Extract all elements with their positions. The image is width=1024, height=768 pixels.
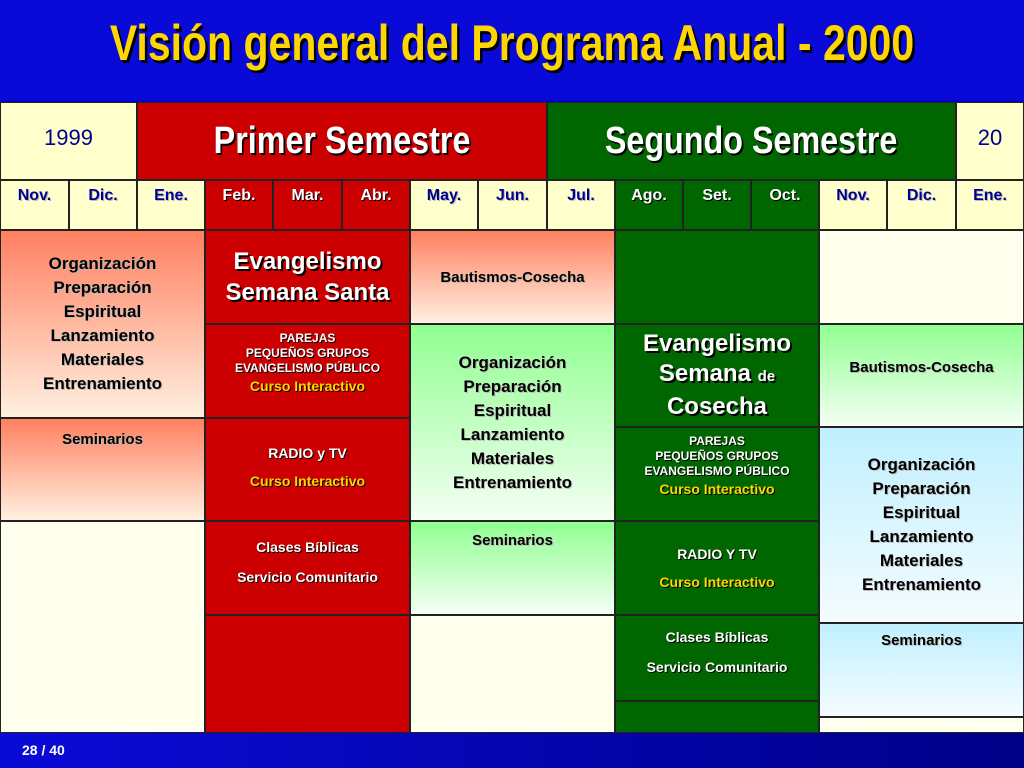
month-cell: Nov. [0, 180, 69, 230]
evangelism-harvest-week-block [615, 324, 819, 427]
empty-block-5 [819, 230, 1024, 324]
primer-semestre-header [137, 102, 547, 180]
month-cell: Feb. [205, 180, 273, 230]
servicio-label: Servicio Comunitario [237, 569, 378, 585]
seminars-label: Seminarios [881, 632, 962, 649]
prep-line: Lanzamiento [869, 527, 974, 546]
prep-line: Materiales [879, 551, 964, 570]
preparation-block-1 [0, 230, 205, 418]
preparation-block-2 [410, 324, 615, 521]
radio-label: RADIO Y TV [677, 546, 757, 562]
footer-bar [0, 733, 1024, 768]
prep-line: Espiritual [473, 400, 552, 420]
evangelism-line: Semana Santa [225, 279, 390, 306]
evangelism-line: Semana [658, 360, 751, 387]
segundo-semestre-header [547, 102, 956, 180]
prep-line: Entrenamiento [42, 374, 163, 393]
prep-line: Preparación [463, 376, 562, 396]
clases-label: Clases Bíblicas [256, 539, 359, 555]
parejas-line: PEQUEÑOS GRUPOS [245, 346, 370, 360]
harvest-label: Bautismos-Cosecha [849, 359, 994, 376]
seminars-block-2 [410, 521, 615, 615]
parejas-block-1 [205, 324, 410, 418]
year-1999-label: 1999 [44, 125, 93, 150]
prep-line: Espiritual [63, 302, 142, 321]
month-cell: Ago. [615, 180, 683, 230]
curso-interactivo: Curso Interactivo [249, 473, 366, 489]
evangelism-line: Evangelismo [642, 330, 792, 357]
empty-block-3 [410, 615, 615, 733]
page-title: Visión general del Programa Anual - 2000 [109, 15, 915, 71]
prep-line: Lanzamiento [460, 424, 565, 444]
prep-line: Preparación [53, 278, 152, 297]
primer-semestre-label: Primer Semestre [213, 119, 471, 162]
month-cell: May. [410, 180, 478, 230]
harvest-block-2 [819, 324, 1024, 427]
year-1999-cell [0, 102, 137, 180]
month-cell: Ene. [137, 180, 205, 230]
year-next-label: 20 [977, 125, 1003, 150]
evangelism-holy-week-block [205, 230, 410, 324]
prep-line: Organización [458, 352, 567, 372]
parejas-line: EVANGELISMO PÚBLICO [234, 361, 381, 375]
evangelism-line: Evangelismo [233, 248, 382, 275]
month-cell: Abr. [342, 180, 410, 230]
evangelism-line: Cosecha [666, 393, 768, 420]
page-number: 28 / 40 [22, 742, 65, 758]
month-cell: Jun. [478, 180, 547, 230]
month-cell: Oct. [751, 180, 819, 230]
harvest-block-1 [410, 230, 615, 324]
parejas-line: PAREJAS [689, 434, 745, 448]
clases-block-2 [615, 615, 819, 701]
harvest-label: Bautismos-Cosecha [440, 269, 585, 286]
month-cell: Nov. [819, 180, 887, 230]
empty-block-5-bottom [819, 717, 1024, 733]
seminars-block-1 [0, 418, 205, 521]
empty-block-1 [0, 521, 205, 733]
year-next-cell [956, 102, 1024, 180]
radio-tv-block-2 [615, 521, 819, 615]
curso-interactivo: Curso Interactivo [249, 378, 366, 394]
prep-line: Espiritual [882, 503, 961, 522]
empty-red-block [205, 615, 410, 733]
month-cell: Dic. [887, 180, 956, 230]
radio-tv-block-1 [205, 418, 410, 521]
prep-line: Lanzamiento [50, 326, 155, 345]
preparation-block-3 [819, 427, 1024, 623]
parejas-line: EVANGELISMO PÚBLICO [644, 464, 790, 478]
prep-line: Organización [48, 254, 157, 273]
curso-interactivo: Curso Interactivo [659, 481, 775, 497]
clases-label: Clases Bíblicas [665, 629, 769, 645]
parejas-line: PEQUEÑOS GRUPOS [655, 449, 779, 463]
radio-label: RADIO y TV [268, 445, 347, 461]
month-cell: Jul. [547, 180, 615, 230]
segundo-semestre-label: Segundo Semestre [605, 119, 898, 162]
empty-green-bottom [615, 701, 819, 733]
month-cell: Dic. [69, 180, 137, 230]
curso-interactivo: Curso Interactivo [659, 574, 775, 590]
prep-line: Materiales [470, 448, 555, 468]
month-cell: Mar. [273, 180, 342, 230]
seminars-block-3 [819, 623, 1024, 717]
clases-block-1 [205, 521, 410, 615]
prep-line: Preparación [872, 479, 971, 498]
prep-line: Organización [867, 455, 976, 474]
month-cell: Ene. [956, 180, 1024, 230]
empty-green-block [615, 230, 819, 324]
seminars-label: Seminarios [472, 532, 553, 549]
prep-line: Entrenamiento [861, 575, 982, 594]
evangelism-line: de [757, 368, 776, 385]
servicio-label: Servicio Comunitario [646, 659, 788, 675]
parejas-block-2 [615, 427, 819, 521]
parejas-line: PAREJAS [279, 331, 336, 345]
month-cell: Set. [683, 180, 751, 230]
seminars-label: Seminarios [62, 431, 143, 448]
prep-line: Entrenamiento [452, 472, 573, 492]
prep-line: Materiales [60, 350, 145, 369]
